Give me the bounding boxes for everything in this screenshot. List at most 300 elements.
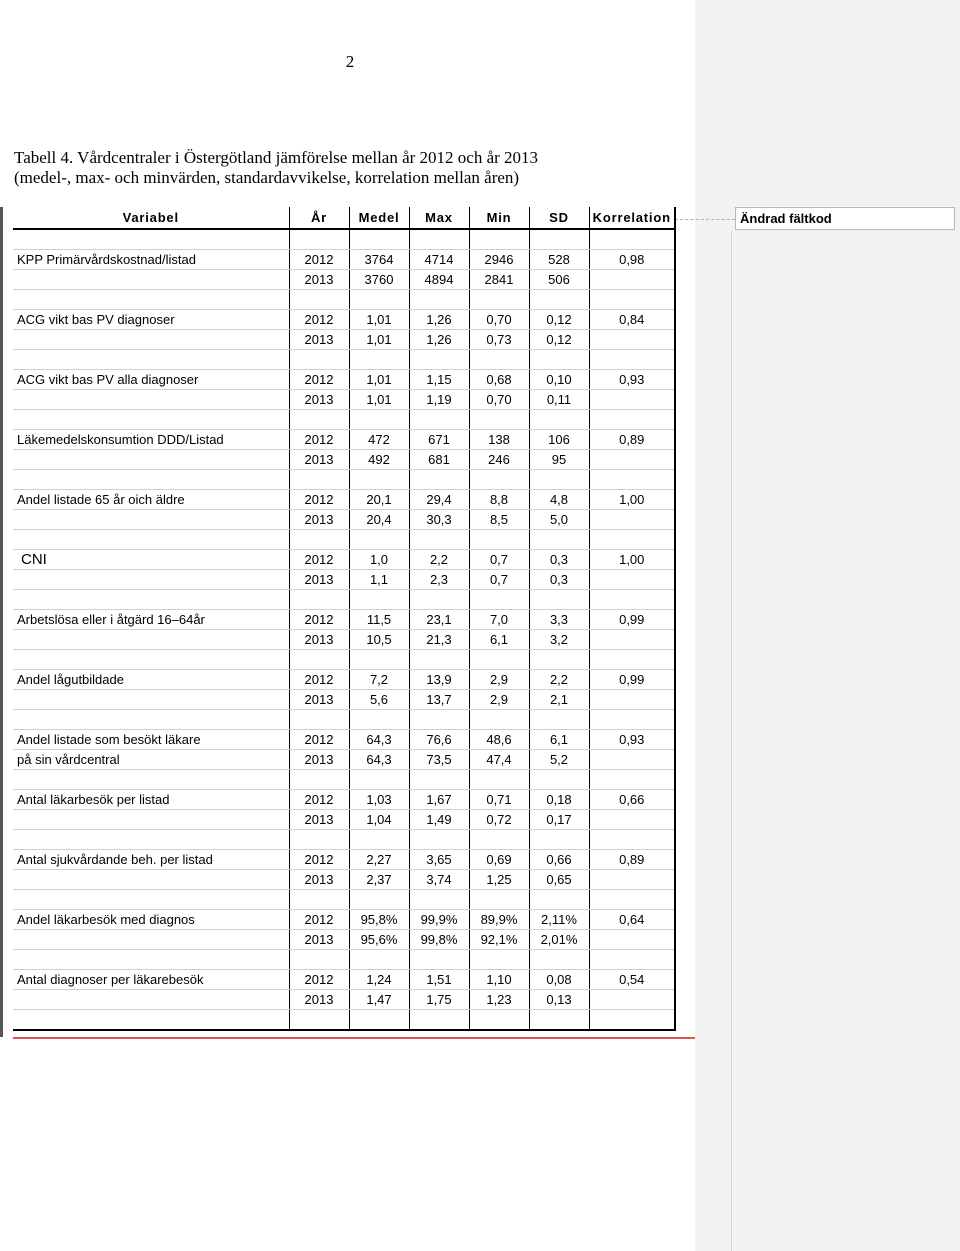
empty-cell xyxy=(469,410,529,430)
spacer-row xyxy=(13,650,675,670)
spacer-row xyxy=(13,410,675,430)
empty-cell xyxy=(589,1010,675,1031)
cell-min: 2841 xyxy=(469,270,529,290)
spacer-row xyxy=(13,590,675,610)
cell-medel: 1,24 xyxy=(349,970,409,990)
revision-rule xyxy=(13,1037,695,1039)
empty-cell xyxy=(409,830,469,850)
table-row xyxy=(13,970,675,990)
empty-cell xyxy=(469,590,529,610)
empty-cell xyxy=(409,410,469,430)
cell-min: 0,70 xyxy=(469,390,529,410)
cell-sd: 0,10 xyxy=(529,370,589,390)
empty-cell xyxy=(409,530,469,550)
cell-medel: 1,04 xyxy=(349,810,409,830)
cell-sd: 5,2 xyxy=(529,750,589,770)
cell-year: 2012 xyxy=(289,370,349,390)
header-variabel: Variabel xyxy=(13,207,289,229)
cell-korrelation xyxy=(589,690,675,710)
variable-label: Andel läkarbesök med diagnos xyxy=(13,910,289,930)
cell-max: 30,3 xyxy=(409,510,469,530)
cell-year: 2012 xyxy=(289,250,349,270)
cell-medel: 2,27 xyxy=(349,850,409,870)
statistics-table-container xyxy=(13,207,676,1031)
empty-cell xyxy=(529,410,589,430)
empty-cell xyxy=(529,590,589,610)
table-row xyxy=(13,670,675,690)
cell-year: 2013 xyxy=(289,690,349,710)
cell-medel: 11,5 xyxy=(349,610,409,630)
cell-medel: 1,01 xyxy=(349,330,409,350)
empty-cell xyxy=(349,830,409,850)
empty-cell xyxy=(409,950,469,970)
cell-medel: 7,2 xyxy=(349,670,409,690)
header-max: Max xyxy=(409,207,469,229)
cell-min: 0,71 xyxy=(469,790,529,810)
cell-max: 21,3 xyxy=(409,630,469,650)
cell-sd: 2,01% xyxy=(529,930,589,950)
cell-sd: 0,17 xyxy=(529,810,589,830)
cell-korrelation: 0,93 xyxy=(589,730,675,750)
cell-year: 2012 xyxy=(289,610,349,630)
empty-cell xyxy=(529,950,589,970)
cell-min: 7,0 xyxy=(469,610,529,630)
change-bar xyxy=(0,207,3,1037)
variable-label: på sin vårdcentral xyxy=(13,750,289,770)
cell-korrelation xyxy=(589,510,675,530)
cell-year: 2012 xyxy=(289,790,349,810)
cell-medel: 1,03 xyxy=(349,790,409,810)
cell-medel: 64,3 xyxy=(349,750,409,770)
cell-year: 2012 xyxy=(289,430,349,450)
empty-cell xyxy=(589,710,675,730)
empty-cell xyxy=(589,590,675,610)
cell-korrelation xyxy=(589,630,675,650)
cell-year: 2012 xyxy=(289,670,349,690)
empty-cell xyxy=(409,770,469,790)
cell-year: 2012 xyxy=(289,490,349,510)
empty-cell xyxy=(589,410,675,430)
table-row xyxy=(13,310,675,330)
empty-cell xyxy=(469,710,529,730)
cell-year: 2012 xyxy=(289,550,349,570)
cell-max: 13,9 xyxy=(409,670,469,690)
spacer-row xyxy=(13,710,675,730)
table-row xyxy=(13,250,675,270)
cell-korrelation: 0,98 xyxy=(589,250,675,270)
cell-year: 2013 xyxy=(289,930,349,950)
cell-medel: 20,1 xyxy=(349,490,409,510)
empty-cell xyxy=(13,830,289,850)
spacer-row xyxy=(13,830,675,850)
cell-sd: 528 xyxy=(529,250,589,270)
header-min: Min xyxy=(469,207,529,229)
empty-cell xyxy=(349,470,409,490)
empty-cell xyxy=(589,290,675,310)
variable-label xyxy=(13,930,289,950)
cell-min: 48,6 xyxy=(469,730,529,750)
cell-min: 246 xyxy=(469,450,529,470)
empty-cell xyxy=(289,830,349,850)
table-row xyxy=(13,370,675,390)
cell-max: 4894 xyxy=(409,270,469,290)
cell-max: 671 xyxy=(409,430,469,450)
cell-min: 47,4 xyxy=(469,750,529,770)
cell-year: 2012 xyxy=(289,850,349,870)
cell-year: 2013 xyxy=(289,810,349,830)
empty-cell xyxy=(469,950,529,970)
table-row xyxy=(13,810,675,830)
cell-sd: 0,13 xyxy=(529,990,589,1010)
empty-cell xyxy=(289,1010,349,1031)
cell-year: 2013 xyxy=(289,510,349,530)
cell-max: 1,15 xyxy=(409,370,469,390)
cell-korrelation xyxy=(589,450,675,470)
cell-korrelation: 0,54 xyxy=(589,970,675,990)
header-medel: Medel xyxy=(349,207,409,229)
cell-max: 1,49 xyxy=(409,810,469,830)
cell-sd: 5,0 xyxy=(529,510,589,530)
cell-min: 8,5 xyxy=(469,510,529,530)
cell-min: 0,7 xyxy=(469,570,529,590)
cell-max: 2,3 xyxy=(409,570,469,590)
cell-max: 23,1 xyxy=(409,610,469,630)
table-body xyxy=(13,229,675,1030)
header-korrelation: Korrelation xyxy=(589,207,675,229)
empty-cell xyxy=(13,650,289,670)
cell-sd: 3,2 xyxy=(529,630,589,650)
empty-cell xyxy=(529,1010,589,1031)
cell-korrelation xyxy=(589,930,675,950)
variable-label: Andel lågutbildade xyxy=(13,670,289,690)
cell-medel: 1,01 xyxy=(349,370,409,390)
empty-cell xyxy=(409,229,469,250)
empty-cell xyxy=(409,890,469,910)
variable-label: ACG vikt bas PV diagnoser xyxy=(13,310,289,330)
spacer-row xyxy=(13,950,675,970)
cell-max: 3,74 xyxy=(409,870,469,890)
cell-max: 2,2 xyxy=(409,550,469,570)
cell-min: 8,8 xyxy=(469,490,529,510)
empty-cell xyxy=(469,350,529,370)
spacer-row xyxy=(13,1010,675,1031)
empty-cell xyxy=(469,890,529,910)
cell-max: 1,75 xyxy=(409,990,469,1010)
cell-medel: 1,01 xyxy=(349,310,409,330)
cell-min: 0,72 xyxy=(469,810,529,830)
page-number: 2 xyxy=(345,52,355,71)
empty-cell xyxy=(289,470,349,490)
empty-cell xyxy=(409,710,469,730)
empty-cell xyxy=(349,590,409,610)
empty-cell xyxy=(349,770,409,790)
cell-medel: 95,8% xyxy=(349,910,409,930)
cell-max: 73,5 xyxy=(409,750,469,770)
cell-medel: 1,47 xyxy=(349,990,409,1010)
empty-cell xyxy=(289,650,349,670)
empty-cell xyxy=(589,229,675,250)
empty-cell xyxy=(349,710,409,730)
cell-year: 2012 xyxy=(289,910,349,930)
cell-max: 1,26 xyxy=(409,330,469,350)
empty-cell xyxy=(13,590,289,610)
cell-min: 138 xyxy=(469,430,529,450)
cell-year: 2013 xyxy=(289,750,349,770)
cell-min: 89,9% xyxy=(469,910,529,930)
empty-cell xyxy=(409,650,469,670)
variable-label xyxy=(13,810,289,830)
cell-medel: 1,0 xyxy=(349,550,409,570)
variable-label: Antal diagnoser per läkarebesök xyxy=(13,970,289,990)
cell-sd: 0,3 xyxy=(529,550,589,570)
header-ar: År xyxy=(289,207,349,229)
empty-cell xyxy=(289,950,349,970)
variable-label xyxy=(13,990,289,1010)
cell-medel: 10,5 xyxy=(349,630,409,650)
table-row xyxy=(13,610,675,630)
empty-cell xyxy=(13,410,289,430)
variable-label xyxy=(13,390,289,410)
empty-cell xyxy=(409,1010,469,1031)
cell-korrelation: 0,66 xyxy=(589,790,675,810)
cell-medel: 1,01 xyxy=(349,390,409,410)
cell-sd: 4,8 xyxy=(529,490,589,510)
cell-sd: 6,1 xyxy=(529,730,589,750)
empty-cell xyxy=(529,229,589,250)
empty-cell xyxy=(529,890,589,910)
header-sd: SD xyxy=(529,207,589,229)
empty-cell xyxy=(469,650,529,670)
table-row xyxy=(13,570,675,590)
spacer-row xyxy=(13,890,675,910)
caption-subtitle: (medel-, max- och minvärden, standardavvikelse, korrelation mellan åren) xyxy=(14,168,520,187)
table-header-row xyxy=(13,207,675,229)
cell-sd: 95 xyxy=(529,450,589,470)
cell-medel: 20,4 xyxy=(349,510,409,530)
table-row xyxy=(13,450,675,470)
empty-cell xyxy=(529,470,589,490)
variable-label: ACG vikt bas PV alla diagnoser xyxy=(13,370,289,390)
empty-cell xyxy=(469,770,529,790)
empty-cell xyxy=(13,229,289,250)
empty-cell xyxy=(13,350,289,370)
variable-label xyxy=(13,870,289,890)
cell-max: 1,19 xyxy=(409,390,469,410)
spacer-row xyxy=(13,770,675,790)
empty-cell xyxy=(469,229,529,250)
empty-cell xyxy=(589,830,675,850)
empty-cell xyxy=(289,710,349,730)
empty-cell xyxy=(589,890,675,910)
spacer-row xyxy=(13,290,675,310)
empty-cell xyxy=(13,1010,289,1031)
cell-korrelation xyxy=(589,270,675,290)
cell-sd: 0,65 xyxy=(529,870,589,890)
cell-min: 0,73 xyxy=(469,330,529,350)
cell-sd: 2,2 xyxy=(529,670,589,690)
cell-year: 2012 xyxy=(289,970,349,990)
cell-sd: 0,3 xyxy=(529,570,589,590)
cell-korrelation xyxy=(589,870,675,890)
cell-sd: 2,1 xyxy=(529,690,589,710)
cell-sd: 0,12 xyxy=(529,310,589,330)
empty-cell xyxy=(529,710,589,730)
cell-korrelation xyxy=(589,570,675,590)
cell-year: 2013 xyxy=(289,390,349,410)
table-row xyxy=(13,510,675,530)
spacer-row xyxy=(13,229,675,250)
cell-min: 92,1% xyxy=(469,930,529,950)
cell-max: 3,65 xyxy=(409,850,469,870)
cell-korrelation xyxy=(589,750,675,770)
cell-sd: 0,66 xyxy=(529,850,589,870)
empty-cell xyxy=(589,530,675,550)
empty-cell xyxy=(349,410,409,430)
variable-label xyxy=(13,450,289,470)
cell-sd: 0,12 xyxy=(529,330,589,350)
statistics-table xyxy=(13,207,676,1031)
table-row xyxy=(13,630,675,650)
comment-balloon[interactable]: Ändrad fältkod xyxy=(735,207,955,230)
empty-cell xyxy=(13,950,289,970)
cell-sd: 106 xyxy=(529,430,589,450)
empty-cell xyxy=(289,350,349,370)
empty-cell xyxy=(409,350,469,370)
comment-margin-pane xyxy=(695,0,960,1251)
empty-cell xyxy=(289,890,349,910)
cell-min: 0,70 xyxy=(469,310,529,330)
empty-cell xyxy=(289,530,349,550)
cell-medel: 3764 xyxy=(349,250,409,270)
empty-cell xyxy=(289,770,349,790)
table-row xyxy=(13,930,675,950)
cell-min: 6,1 xyxy=(469,630,529,650)
cell-max: 1,67 xyxy=(409,790,469,810)
empty-cell xyxy=(349,350,409,370)
variable-label: Arbetslösa eller i åtgärd 16–64år xyxy=(13,610,289,630)
cell-medel: 492 xyxy=(349,450,409,470)
cell-year: 2013 xyxy=(289,330,349,350)
variable-label xyxy=(13,690,289,710)
empty-cell xyxy=(469,1010,529,1031)
variable-label xyxy=(13,510,289,530)
variable-label xyxy=(13,330,289,350)
cell-medel: 5,6 xyxy=(349,690,409,710)
cell-min: 1,25 xyxy=(469,870,529,890)
empty-cell xyxy=(589,350,675,370)
empty-cell xyxy=(289,590,349,610)
cell-max: 29,4 xyxy=(409,490,469,510)
cell-year: 2013 xyxy=(289,990,349,1010)
comment-connector xyxy=(675,219,735,220)
empty-cell xyxy=(529,530,589,550)
cell-korrelation: 0,89 xyxy=(589,430,675,450)
cell-max: 1,51 xyxy=(409,970,469,990)
spacer-row xyxy=(13,530,675,550)
cell-min: 2,9 xyxy=(469,690,529,710)
empty-cell xyxy=(589,770,675,790)
cell-max: 99,9% xyxy=(409,910,469,930)
cell-min: 0,68 xyxy=(469,370,529,390)
empty-cell xyxy=(409,590,469,610)
table-row xyxy=(13,690,675,710)
cell-korrelation: 0,99 xyxy=(589,670,675,690)
cell-min: 0,69 xyxy=(469,850,529,870)
table-row xyxy=(13,490,675,510)
cell-medel: 95,6% xyxy=(349,930,409,950)
empty-cell xyxy=(589,650,675,670)
empty-cell xyxy=(529,770,589,790)
cell-min: 2946 xyxy=(469,250,529,270)
cell-korrelation xyxy=(589,330,675,350)
cell-korrelation: 0,64 xyxy=(589,910,675,930)
empty-cell xyxy=(589,470,675,490)
cell-year: 2013 xyxy=(289,450,349,470)
empty-cell xyxy=(409,290,469,310)
cell-max: 1,26 xyxy=(409,310,469,330)
cell-medel: 1,1 xyxy=(349,570,409,590)
table-row xyxy=(13,870,675,890)
table-row xyxy=(13,790,675,810)
empty-cell xyxy=(529,830,589,850)
empty-cell xyxy=(289,410,349,430)
empty-cell xyxy=(13,530,289,550)
cell-korrelation xyxy=(589,810,675,830)
cell-korrelation: 1,00 xyxy=(589,550,675,570)
variable-label: Andel listade 65 år oich äldre xyxy=(13,490,289,510)
cell-min: 0,7 xyxy=(469,550,529,570)
cell-max: 99,8% xyxy=(409,930,469,950)
empty-cell xyxy=(469,830,529,850)
empty-cell xyxy=(349,530,409,550)
variable-label xyxy=(13,570,289,590)
variable-label xyxy=(13,270,289,290)
table-row xyxy=(13,330,675,350)
table-row xyxy=(13,550,675,570)
empty-cell xyxy=(349,1010,409,1031)
cell-korrelation: 0,89 xyxy=(589,850,675,870)
cell-korrelation xyxy=(589,390,675,410)
cell-year: 2012 xyxy=(289,310,349,330)
empty-cell xyxy=(529,290,589,310)
empty-cell xyxy=(289,290,349,310)
cell-year: 2013 xyxy=(289,870,349,890)
empty-cell xyxy=(13,290,289,310)
empty-cell xyxy=(349,650,409,670)
empty-cell xyxy=(349,229,409,250)
variable-label: KPP Primärvårdskostnad/listad xyxy=(13,250,289,270)
cell-sd: 3,3 xyxy=(529,610,589,630)
cell-medel: 3760 xyxy=(349,270,409,290)
empty-cell xyxy=(289,229,349,250)
caption-title: Tabell 4. Vårdcentraler i Östergötland jämförelse mellan år 2012 och år 2013 xyxy=(14,148,539,167)
cell-sd: 2,11% xyxy=(529,910,589,930)
empty-cell xyxy=(349,950,409,970)
cell-year: 2013 xyxy=(289,630,349,650)
table-caption xyxy=(14,148,674,188)
empty-cell xyxy=(13,890,289,910)
cell-max: 76,6 xyxy=(409,730,469,750)
cell-min: 2,9 xyxy=(469,670,529,690)
cell-sd: 0,18 xyxy=(529,790,589,810)
empty-cell xyxy=(349,290,409,310)
cell-korrelation: 1,00 xyxy=(589,490,675,510)
empty-cell xyxy=(13,470,289,490)
empty-cell xyxy=(349,890,409,910)
table-row xyxy=(13,730,675,750)
cell-sd: 0,08 xyxy=(529,970,589,990)
empty-cell xyxy=(469,290,529,310)
